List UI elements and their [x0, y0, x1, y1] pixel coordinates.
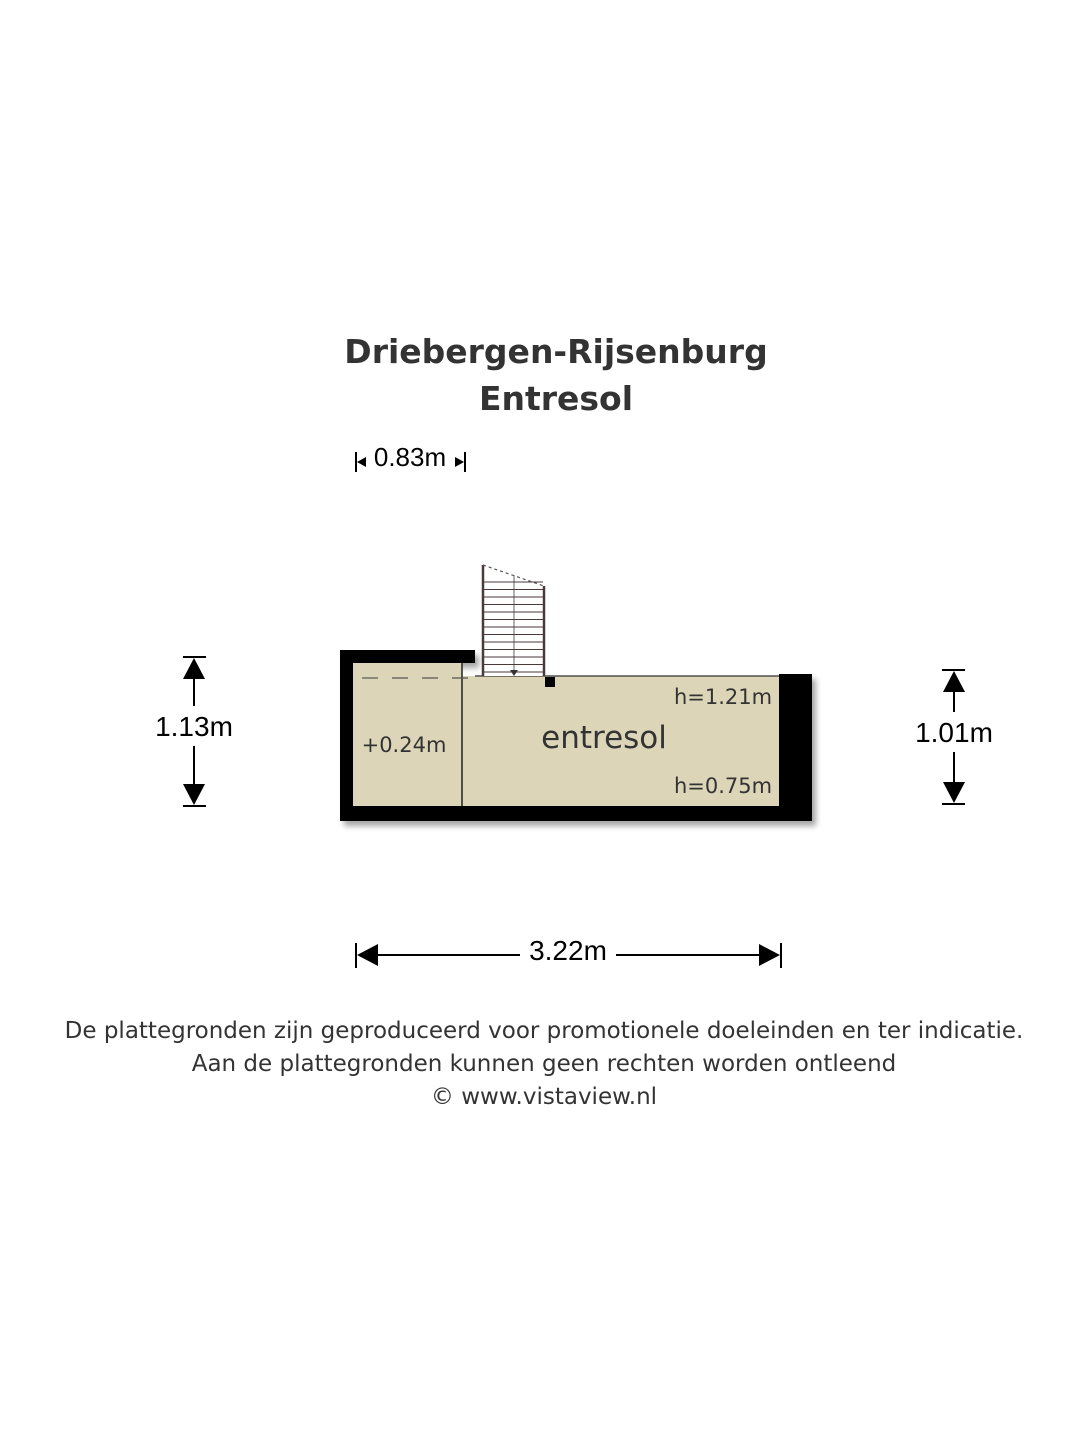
dimension-left-label: 1.13m — [155, 711, 233, 742]
plan-title: Driebergen-Rijsenburg — [344, 332, 768, 371]
step-height-label: +0.24m — [361, 733, 447, 757]
dimension-right-height — [915, 670, 993, 804]
disclaimer-line-2: Aan de plattegronden kunnen geen rechten worden ontleend — [191, 1051, 897, 1077]
wall-bottom — [340, 806, 812, 821]
ceiling-height-top: h=1.21m — [673, 685, 773, 709]
ceiling-height-bottom: h=0.75m — [673, 774, 773, 798]
wall-top-small-room — [340, 650, 475, 663]
dimension-bottom-width — [356, 935, 781, 968]
dimension-right-label: 1.01m — [915, 717, 993, 748]
plan-subtitle: Entresol — [478, 379, 634, 418]
dimension-bottom-label: 3.22m — [529, 935, 607, 966]
copyright-link[interactable]: © www.vistaview.nl — [430, 1084, 658, 1110]
column-marker — [545, 677, 555, 687]
room-label-entresol: entresol — [541, 720, 667, 756]
dimension-top-width — [356, 442, 465, 472]
stair — [483, 565, 544, 676]
dimension-top-label: 0.83m — [373, 442, 447, 472]
wall-left — [340, 650, 353, 821]
wall-right — [779, 674, 812, 821]
disclaimer-line-1: De plattegronden zijn geproduceerd voor promotionele doeleinden en ter indicatie. — [64, 1018, 1024, 1044]
dimension-left-height — [155, 657, 233, 806]
